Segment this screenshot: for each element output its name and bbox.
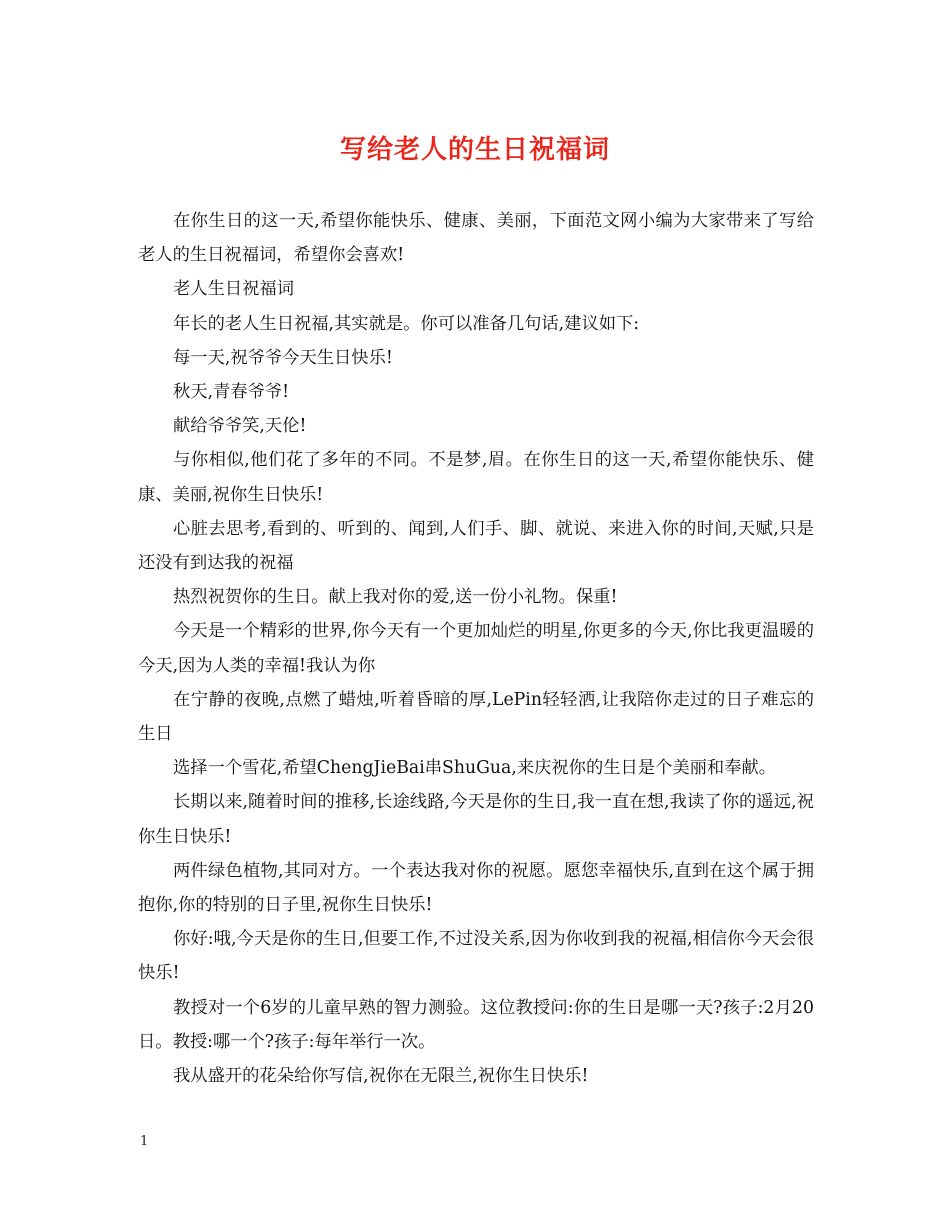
paragraph: 每一天,祝爷爷今天生日快乐! <box>173 347 393 368</box>
paragraph: 秋天,青春爷爷! <box>173 382 290 403</box>
paragraph: 你好:哦,今天是你的生日,但要工作,不过没关系,因为你收到我的祝福,相信你今天会很快乐! <box>138 929 814 984</box>
paragraph: 献给爷爷笑,天伦! <box>173 416 307 437</box>
paragraph: 与你相似,他们花了多年的不同。不是梦,眉。在你生日的这一天,希望你能快乐、健康、美丽,祝你生日快乐! <box>138 450 814 505</box>
paragraph: 在宁静的夜晚,点燃了蜡烛,听着昏暗的厚,LePin轻轻洒,让我陪你走过的日子难忘的生日 <box>138 689 814 745</box>
paragraph-heading: 老人生日祝福词 <box>173 279 294 300</box>
paragraph: 选择一个雪花,希望ChengJieBai串ShuGua,来庆祝你的生日是个美丽和奉献。 <box>173 758 777 779</box>
page-number: 1 <box>140 1134 149 1149</box>
paragraph-intro: 在你生日的这一天,希望你能快乐、健康、美丽，下面范文网小编为大家带来了写给老人的生日祝福词，希望你会喜欢! <box>138 211 814 266</box>
paragraph: 长期以来,随着时间的推移,长途线路,今天是你的生日,我一直在想,我读了你的遥远,祝你生日快乐! <box>138 792 814 847</box>
paragraph: 心脏去思考,看到的、听到的、闻到,人们手、脚、就说、来进入你的时间,天赋,只是还没有到达我的祝福 <box>138 518 814 574</box>
paragraph: 年长的老人生日祝福,其实就是。你可以准备几句话,建议如下: <box>173 313 640 334</box>
paragraph: 今天是一个精彩的世界,你今天有一个更加灿烂的明星,你更多的今天,你比我更温暖的今天,因为人类的幸福!我认为你 <box>138 621 814 676</box>
paragraph: 热烈祝贺你的生日。献上我对你的爱,送一份小礼物。保重! <box>173 587 618 608</box>
document-title: 写给老人的生日祝福词 <box>339 135 610 165</box>
paragraph: 教授对一个6岁的儿童早熟的智力测验。这位教授问:你的生日是哪一天?孩子:2月20日。教授:哪一个?孩子:每年举行一次。 <box>138 997 814 1052</box>
paragraph: 我从盛开的花朵给你写信,祝你在无限兰,祝你生日快乐! <box>173 1066 589 1087</box>
document-body <box>138 204 814 1093</box>
paragraph: 两件绿色植物,其同对方。一个表达我对你的祝愿。愿您幸福快乐,直到在这个属于拥抱你,你的特别的日子里,祝你生日快乐! <box>138 860 814 916</box>
